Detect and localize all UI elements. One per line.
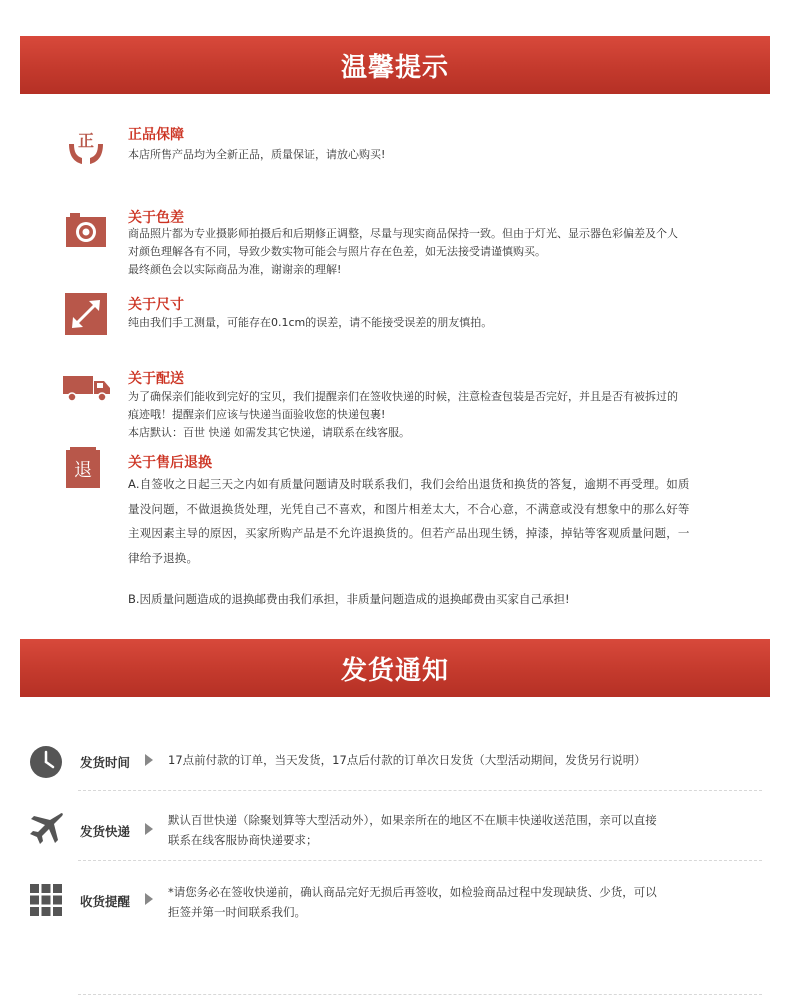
tip-text-line: 律给予退换。: [128, 550, 199, 565]
return-tui-icon: [64, 446, 102, 490]
shipping-banner-title: 发货通知: [340, 655, 449, 686]
tip-genuine-title: 正品保障: [128, 127, 184, 143]
arrow-right-icon: [145, 754, 153, 766]
tip-return-note: B.因质量问题造成的退换邮费由我们承担，非质量问题造成的退换邮费由买家自己承担!: [128, 592, 570, 606]
camera-icon: [64, 209, 108, 253]
svg-text:正: 正: [77, 131, 95, 150]
tip-color-title: 关于色差: [128, 210, 184, 226]
arrow-right-icon: [145, 893, 153, 905]
shipping-time-label: 发货时间: [80, 755, 131, 770]
clock-icon: [28, 744, 64, 780]
tip-text-line: 对颜色理解各有不同，导致少数实物可能会与照片存在色差，如无法接受请谨慎购买。: [128, 245, 546, 258]
shipping-time-text: [168, 750, 753, 770]
shipping-courier-label: 发货快递: [80, 824, 131, 839]
tip-return-title: 关于售后退换: [128, 455, 212, 471]
tip-color-text: [128, 225, 758, 279]
shipping-receipt-text: [168, 882, 753, 922]
tip-genuine-text: [128, 146, 758, 164]
tip-text-line: A.自签收之日起三天之内如有质量问题请及时联系我们，我们会给出退货和换货的答复，逾期不再受理。如质: [128, 477, 690, 491]
tip-text-line: 为了确保亲们能收到完好的宝贝，我们提醒亲们在签收快递的时候，注意检查包装是否完好，并且是否有被拆过的: [128, 390, 678, 403]
tip-delivery-text: [128, 388, 758, 442]
ship-text-line: 联系在线客服协商快递要求；: [168, 833, 318, 847]
truck-icon: [62, 366, 112, 410]
tip-size-text: [128, 314, 758, 332]
svg-text:退: 退: [74, 460, 92, 481]
ship-text-line: 默认百世快递（除聚划算等大型活动外），如果亲所在的地区不在顺丰快递收送范围，亲可以直接: [168, 813, 657, 827]
arrow-right-icon: [145, 823, 153, 835]
tip-text-line: 纯由我们手工测量，可能存在0.1cm的误差，请不能接受误差的朋友慎拍。: [128, 316, 493, 329]
tip-text-line: 痕迹哦！提醒亲们应该与快递当面验收您的快递包裹!: [128, 408, 386, 421]
tip-text-line: 最终颜色会以实际商品为准，谢谢亲的理解!: [128, 263, 342, 276]
shipping-courier-text: [168, 810, 753, 850]
tip-text-line: 本店所售产品均为全新正品，质量保证，请放心购买!: [128, 148, 386, 161]
hands-zheng-icon: [64, 124, 108, 168]
resize-arrow-icon: [64, 292, 108, 336]
ship-text-line: 拒签并第一时间联系我们。: [168, 905, 306, 919]
airplane-icon: [28, 810, 64, 846]
divider: [78, 860, 762, 861]
tip-text-line: 本店默认：百世 快递 如需发其它快递，请联系在线客服。: [128, 426, 410, 439]
tip-delivery-title: 关于配送: [128, 371, 184, 387]
tip-text-line: 商品照片都为专业摄影师拍摄后和后期修正调整，尽量与现实商品保持一致。但由于灯光、显示器色彩偏差及个人: [128, 227, 678, 240]
tips-banner: [20, 36, 770, 94]
shipping-receipt-label: 收货提醒: [80, 894, 131, 909]
ship-text-line: *请您务必在签收快递前，确认商品完好无损后再签收，如检验商品过程中发现缺货、少货，可以: [168, 885, 657, 899]
tip-return-text: [128, 472, 758, 570]
tip-size-title: 关于尺寸: [128, 297, 184, 313]
tip-text-line: 量没问题，不做退换货处理，光凭自己不喜欢，和图片相差太大，不合心意，不满意或没有想象中的那么好等: [128, 501, 690, 516]
grid-icon: [28, 882, 64, 918]
tip-text-line: 主观因素主导的原因，买家所购产品是不允许退换货的。但若产品出现生锈，掉漆，掉钻等客观质量问题，一: [128, 526, 690, 540]
shipping-banner: [20, 639, 770, 697]
divider: [78, 994, 762, 995]
divider: [78, 790, 762, 791]
ship-text-line: 17点前付款的订单，当天发货，17点后付款的订单次日发货（大型活动期间，发货另行说明）: [168, 753, 646, 767]
tips-banner-title: 温馨提示: [340, 52, 449, 83]
